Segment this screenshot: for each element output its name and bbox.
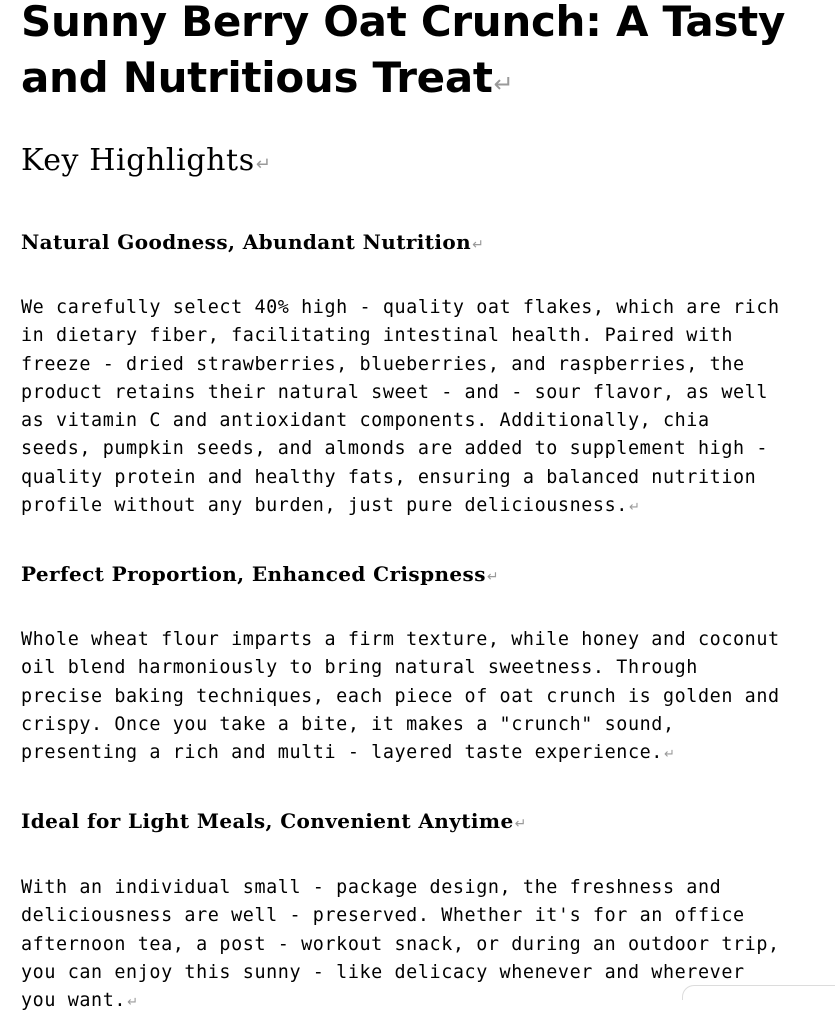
subheading-ideal-light-meals [21, 807, 527, 838]
paragraph-mark-icon: ↵ [255, 154, 272, 175]
subheading-text: Natural Goodness, Abundant Nutrition [21, 230, 472, 254]
section-heading-key-highlights [21, 141, 271, 185]
paragraph-mark-icon: ↵ [663, 747, 676, 763]
subheading-text: Ideal for Light Meals, Convenient Anytime [21, 809, 514, 833]
paragraph-natural-goodness [21, 294, 781, 522]
subheading-perfect-proportion [21, 560, 499, 591]
page-corner-outline [682, 985, 835, 1000]
paragraph-mark-icon: ↵ [493, 70, 514, 98]
paragraph-mark-icon: ↵ [628, 500, 641, 516]
paragraph-mark-icon: ↵ [514, 816, 527, 832]
section-heading-text: Key Highlights [21, 143, 255, 178]
paragraph-ideal-light-meals [21, 874, 781, 1017]
subheading-text: Perfect Proportion, Enhanced Crispness [21, 562, 486, 586]
subheading-natural-goodness [21, 228, 484, 259]
paragraph-mark-icon: ↵ [127, 995, 139, 1011]
document-title-text: Sunny Berry Oat Crunch: A Tasty and Nutritious Treat [21, 0, 786, 102]
document-title [21, 0, 811, 112]
paragraph-perfect-proportion [21, 626, 781, 769]
paragraph-text: We carefully select 40% high - quality oat flakes, which are rich in dietary fiber, facilitating intestinal health. Paired with freeze - dried strawberries, blueberries, and raspberries, the product retains their natural sweet - and - sour flavor, as well as vitamin C and antioxidant components. Additionally, chia seeds, pumpkin seeds, and almonds are added to supplement high - quality protein and healthy fats, ensuring a balanced nutrition profile without any burden, just pure deliciousness. [21, 297, 780, 517]
paragraph-mark-icon: ↵ [486, 569, 499, 585]
paragraph-mark-icon: ↵ [472, 237, 485, 253]
paragraph-text: Whole wheat flour imparts a firm texture, while honey and coconut oil blend harmoniously to bring natural sweetness. Through precise baking techniques, each piece of oat crunch is golden and crispy. Once you take a bite, it makes a "crunch" sound, presenting a rich and multi - layered taste experience. [21, 629, 780, 764]
paragraph-text: With an individual small - package design, the freshness and deliciousness are well - preserved. Whether it's for an office afternoon tea, a post - workout snack, or during an outdoor trip, you can enjoy this sunny - like delicacy whenever and wherever you want. [21, 877, 780, 1012]
